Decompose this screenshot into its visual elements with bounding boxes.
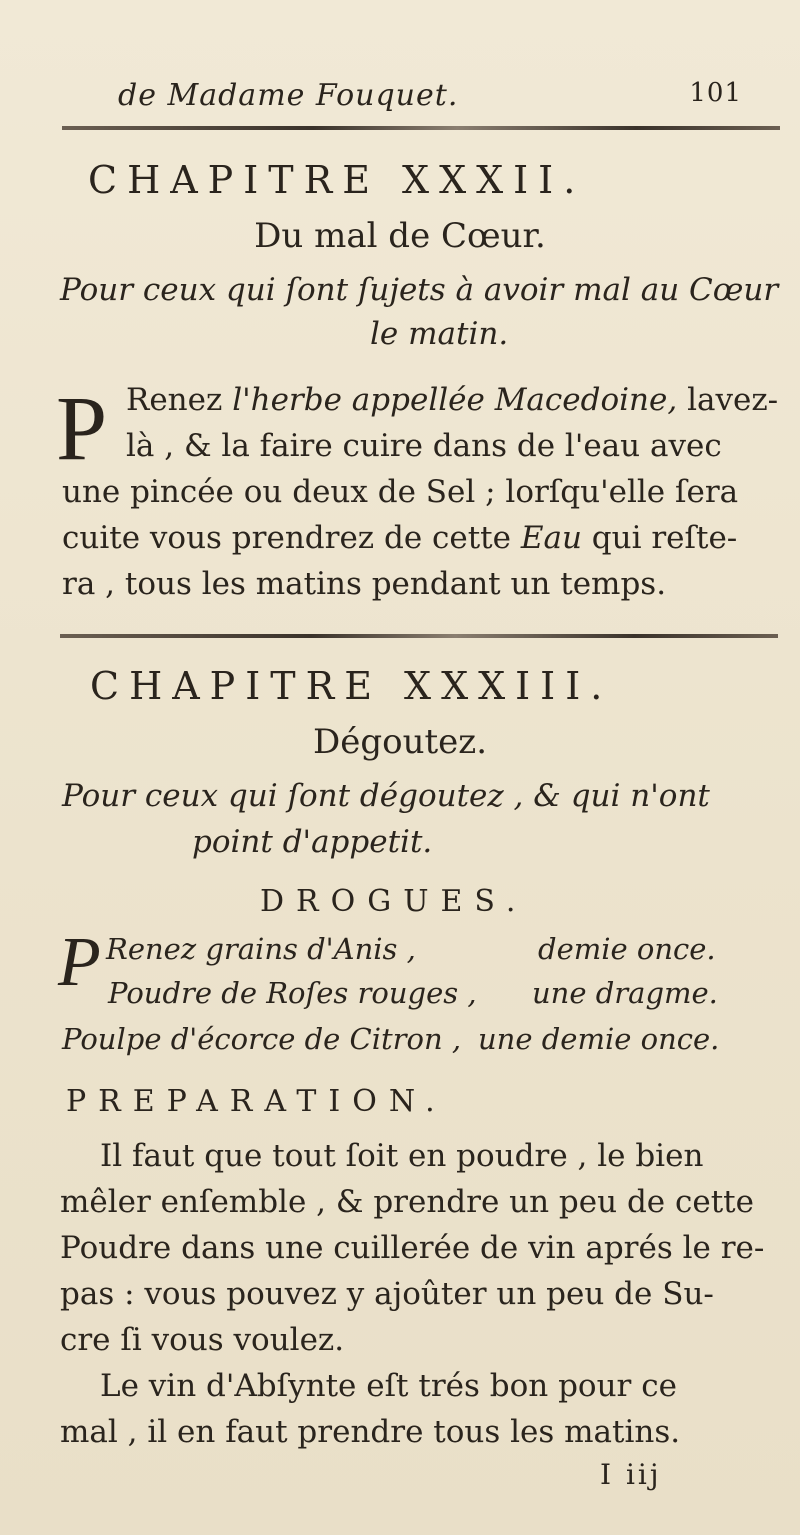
drogue-name: Poudre de Roſes rouges , [108,976,477,1010]
text-line: mal , il en faut prendre tous les matins. [60,1414,681,1450]
running-head [118,78,770,113]
signature-mark: I iij [600,1458,662,1491]
chapter-33-rubric-line-1: Pour ceux qui ſont dégoutez , & qui n'ont [62,778,710,814]
text-line: une pincée ou deux de Sel ; lorſqu'elle ſera [62,474,739,510]
text-line: pas : vous pouvez y ajoûter un peu de Su- [60,1276,714,1312]
drogue-quantity: demie once. [538,932,716,966]
text-line: Poudre dans une cuillerée de vin aprés le re- [60,1230,765,1266]
drogues-heading: DROGUES. [260,884,528,919]
chapter-32-rubric-line-2: le matin. [370,316,509,352]
text-segment: lavez- [677,382,779,418]
preparation-heading: PREPARATION. [66,1084,447,1119]
text-segment: cuite vous prendrez de cette [62,520,521,556]
running-title: de Madame Fouquet. [118,78,459,113]
text-segment: qui reſte- [581,520,738,556]
text-line [62,520,737,556]
text-emphasis: Eau [520,520,582,556]
drogue-quantity: une demie once. [478,1022,720,1056]
text-line [126,382,778,418]
section-rule [60,634,778,638]
page-number: 101 [689,78,742,108]
chapter-33-rubric-line-2: point d'appetit. [192,824,433,860]
text-emphasis: l'herbe appellée Macedoine, [232,382,678,418]
drop-cap: P [56,377,108,479]
text-segment: Renez [126,382,233,418]
chapter-32-heading: CHAPITRE XXXII. [88,158,586,202]
chapter-33-heading: CHAPITRE XXXIII. [90,664,613,708]
drogue-name: Renez grains d'Anis , [106,932,416,966]
chapter-33-subtitle: Dégoutez. [312,722,488,762]
drogue-name: Poulpe d'écorce de Citron , [62,1022,462,1056]
top-rule [62,126,780,130]
text-line: Le vin d'Abſynte eſt trés bon pour ce [100,1368,677,1404]
text-line: ra , tous les matins pendant un temps. [62,566,667,602]
text-line: là , & la faire cuire dans de l'eau avec [126,428,722,464]
text-line: Il faut que tout ſoit en poudre , le bien [100,1138,704,1174]
drogue-quantity: une dragme. [532,976,718,1010]
chapter-32-rubric-line-1: Pour ceux qui ſont ſujets à avoir mal au Cœur [60,272,779,308]
chapter-32-subtitle: Du mal de Cœur. [254,216,546,256]
text-line: mêler enſemble , & prendre un peu de cette [60,1184,754,1220]
drogues-drop-cap: P [58,924,101,1001]
text-line: cre ſi vous voulez. [60,1322,345,1358]
